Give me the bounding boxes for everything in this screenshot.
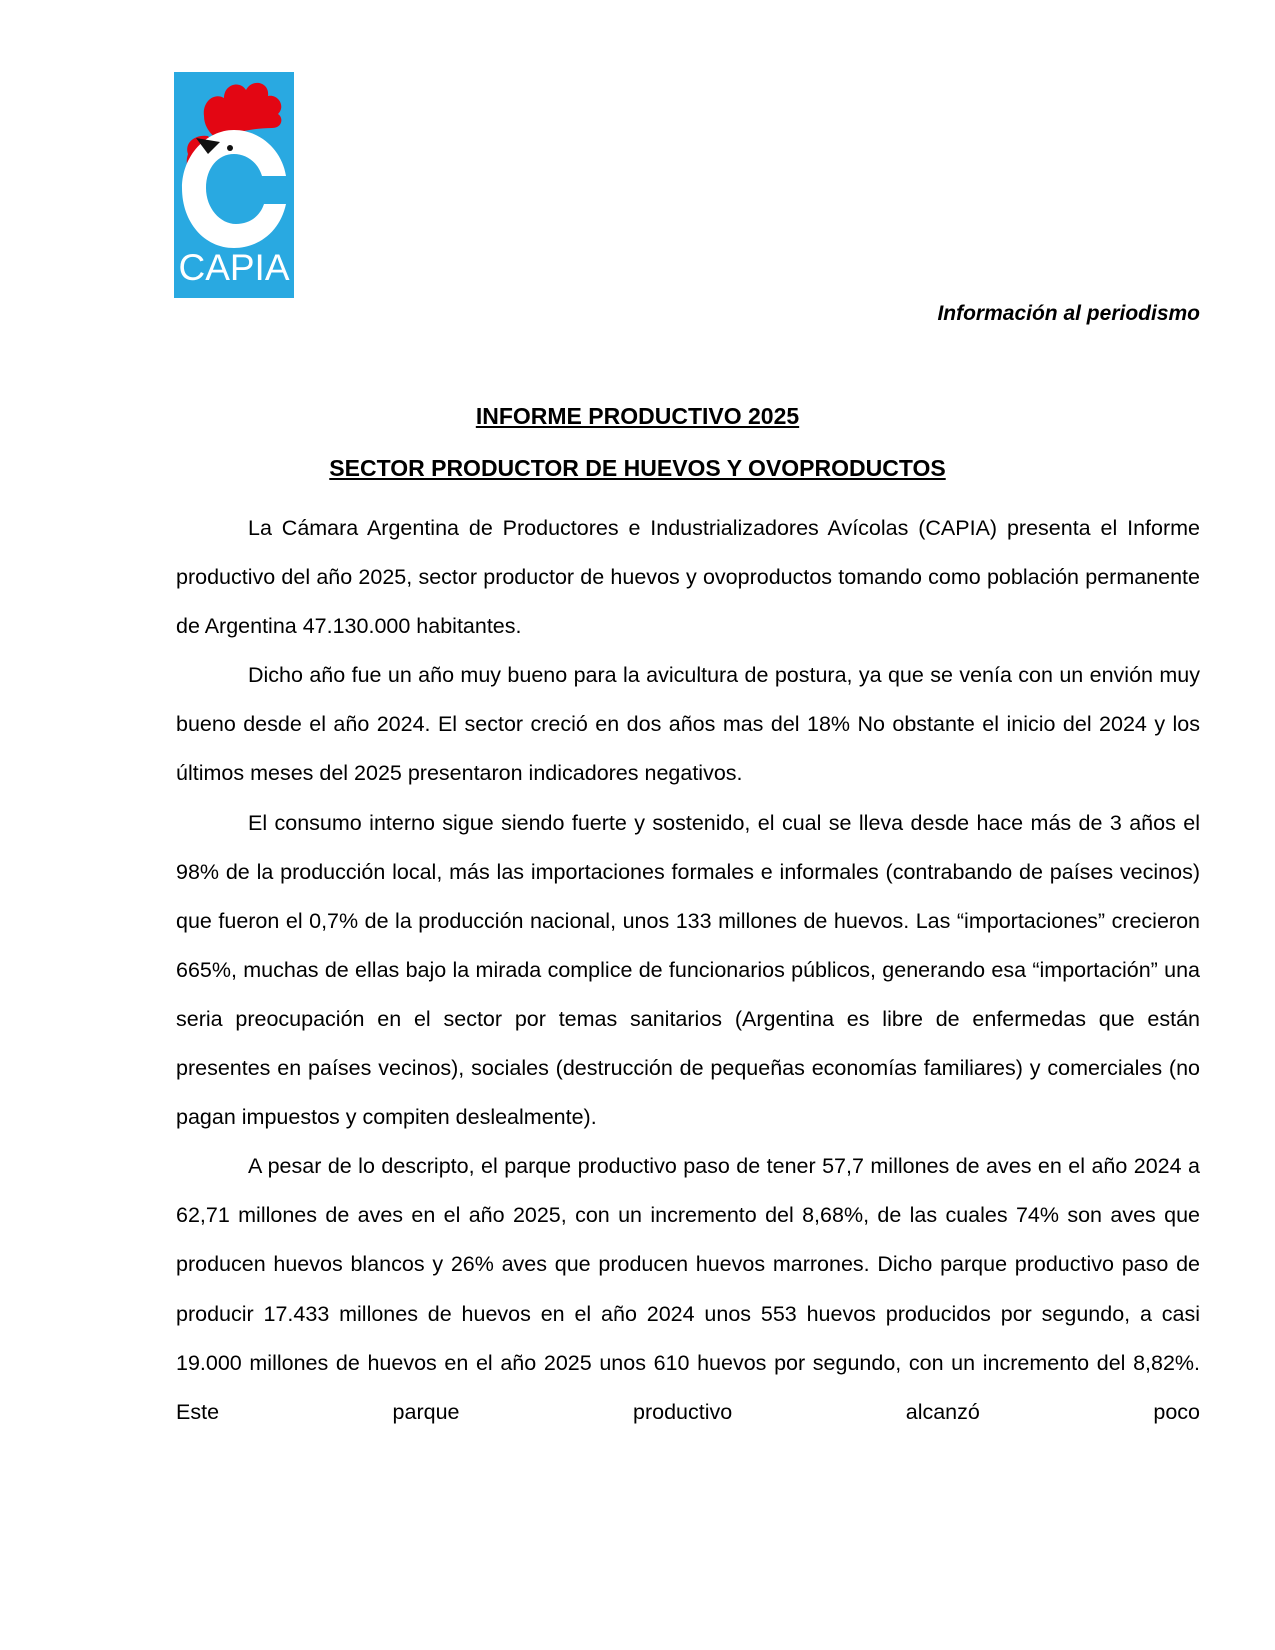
report-title: INFORME PRODUCTIVO 2025	[475, 403, 800, 429]
paragraph: Dicho año fue un año muy bueno para la avicultura de postura, ya que se venía con un envión muy bueno desde el año 2024. El sector creció en dos años mas del 18% No obstante el inicio del 2024 y los últimos meses del 2025 presentaron indicadores negativos.	[176, 663, 1200, 786]
logo-text: CAPIA	[178, 247, 290, 288]
paragraph: La Cámara Argentina de Productores e Industrializadores Avícolas (CAPIA) presenta el Informe productivo del año 2025, sector productor de huevos y ovoproductos tomando como población permanente de Argentina 47.130.000 habitantes.	[176, 516, 1200, 639]
document-body	[176, 504, 1200, 1437]
dateline: Información al periodismo	[937, 302, 1200, 325]
paragraph: A pesar de lo descripto, el parque productivo paso de tener 57,7 millones de aves en el año 2024 a 62,71 millones de aves en el año 2025, con un incremento del 8,68%, de las cuales 74% son aves que producen huevos blancos y 26% aves que producen huevos marrones. Dicho parque productivo paso de producir 17.433 millones de huevos en el año 2024 unos 553 huevos producidos por segundo, a casi 19.000 millones de huevos en el año 2025 unos 610 huevos por segundo, con un incremento del 8,82%. Este parque productivo alcanzó poco	[176, 1154, 1200, 1424]
report-subtitle: SECTOR PRODUCTOR DE HUEVOS Y OVOPRODUCTOS	[329, 455, 946, 481]
capia-logo	[174, 72, 294, 298]
paragraph: El consumo interno sigue siendo fuerte y sostenido, el cual se lleva desde hace más de 3 años el 98% de la producción local, más las importaciones formales e informales (contrabando de países vecinos) que fueron el 0,7% de la producción nacional, unos 133 millones de huevos. Las “importaciones” crecieron 665%, muchas de ellas bajo la mirada complice de funcionarios públicos, generando esa “importación” una seria preocupación en el sector por temas sanitarios (Argentina es libre de enfermedas que están presentes en países vecinos), sociales (destrucción de pequeñas economías familiares) y comerciales (no pagan impuestos y compiten deslealmente).	[176, 810, 1200, 1130]
